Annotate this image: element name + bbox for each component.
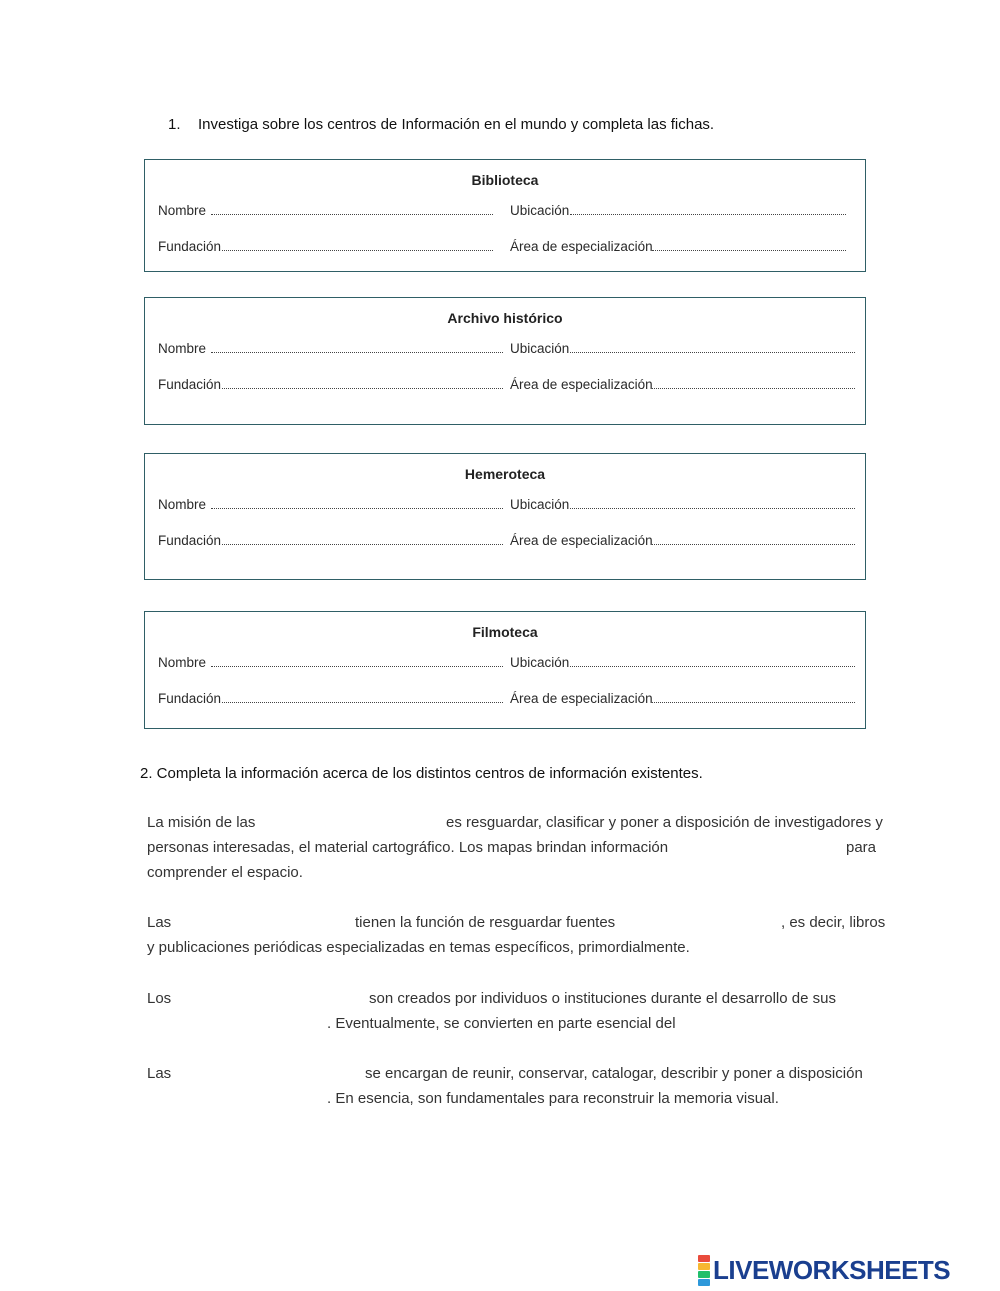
ubicacion-label: Ubicación	[510, 655, 570, 670]
nombre-field[interactable]	[211, 351, 503, 353]
paragraph-bibliotecas	[147, 910, 886, 960]
area-field[interactable]	[652, 387, 855, 389]
area-label: Área de especialización	[510, 239, 653, 254]
text: son creados por individuos o instituciones durante el desarrollo de sus	[369, 990, 836, 1007]
area-label: Área de especialización	[510, 377, 653, 392]
question-1-text: Investiga sobre los centros de Información en el mundo y completa las fichas.	[198, 116, 715, 133]
card-title: Biblioteca	[471, 172, 539, 188]
blank-input[interactable]	[187, 986, 357, 1008]
text: personas interesadas, el material cartográfico. Los mapas brindan información	[147, 839, 669, 856]
fundacion-label: Fundación	[158, 377, 222, 392]
blank-input[interactable]	[187, 1061, 357, 1083]
question-2: 2. Completa la información acerca de los distintos centros de información existentes.	[140, 765, 703, 782]
ubicacion-label: Ubicación	[510, 203, 570, 218]
nombre-field[interactable]	[211, 213, 493, 215]
logo-block	[698, 1279, 710, 1286]
text: para	[846, 839, 877, 856]
nombre-field[interactable]	[211, 665, 503, 667]
text: , es decir, libros	[781, 914, 886, 931]
ubicacion-field[interactable]	[570, 213, 846, 215]
liveworksheets-logo	[698, 1255, 950, 1285]
text: tienen la función de resguardar fuentes	[355, 914, 616, 931]
fundacion-label: Fundación	[158, 691, 222, 706]
card-biblioteca	[144, 159, 866, 272]
logo-mark-icon	[698, 1255, 710, 1286]
paragraph-fototecas	[147, 1061, 876, 1111]
ubicacion-label: Ubicación	[510, 497, 570, 512]
area-label: Área de especialización	[510, 533, 653, 548]
text: se encargan de reunir, conservar, catalogar, describir y poner a disposición	[365, 1065, 863, 1082]
area-field[interactable]	[652, 701, 855, 703]
fundacion-field[interactable]	[222, 387, 503, 389]
ubicacion-field[interactable]	[570, 351, 855, 353]
nombre-label: Nombre	[158, 497, 207, 512]
fundacion-label: Fundación	[158, 533, 222, 548]
card-filmoteca	[144, 611, 866, 729]
text: es resguardar, clasificar y poner a disposición de investigadores y	[446, 814, 883, 831]
blank-input[interactable]	[263, 810, 439, 832]
nombre-field[interactable]	[211, 507, 503, 509]
fundacion-label: Fundación	[158, 239, 222, 254]
logo-block	[698, 1271, 710, 1278]
blank-input[interactable]	[147, 1011, 323, 1033]
ubicacion-field[interactable]	[570, 507, 855, 509]
area-field[interactable]	[652, 543, 855, 545]
text: Las	[147, 1065, 172, 1082]
text: Las	[147, 914, 172, 931]
card-title: Filmoteca	[472, 624, 538, 640]
text: Los	[147, 990, 172, 1007]
card-title: Archivo histórico	[447, 310, 563, 326]
area-field[interactable]	[652, 249, 846, 251]
fundacion-field[interactable]	[222, 543, 503, 545]
question-1-number: 1.	[168, 116, 181, 133]
logo-block	[698, 1263, 710, 1270]
ubicacion-field[interactable]	[570, 665, 855, 667]
paragraph-mapotecas	[147, 810, 883, 885]
blank-input[interactable]	[667, 835, 837, 857]
nombre-label: Nombre	[158, 203, 207, 218]
text: . Eventualmente, se convierten en parte esencial del	[327, 1015, 676, 1032]
nombre-label: Nombre	[158, 655, 207, 670]
blank-input[interactable]	[147, 1086, 323, 1108]
question-1	[168, 116, 714, 133]
text: y publicaciones periódicas especializadas en temas específicos, primordialmente.	[147, 939, 690, 956]
card-title: Hemeroteca	[464, 466, 546, 482]
nombre-label: Nombre	[158, 341, 207, 356]
text: La misión de las	[147, 814, 256, 831]
text: comprender el espacio.	[147, 864, 303, 881]
fundacion-field[interactable]	[222, 701, 503, 703]
card-archivo-historico	[144, 297, 866, 425]
fundacion-field[interactable]	[222, 249, 493, 251]
card-hemeroteca	[144, 453, 866, 580]
text: . En esencia, son fundamentales para reconstruir la memoria visual.	[327, 1090, 779, 1107]
logo-block	[698, 1255, 710, 1262]
area-label: Área de especialización	[510, 691, 653, 706]
blank-input[interactable]	[177, 910, 347, 932]
ubicacion-label: Ubicación	[510, 341, 570, 356]
blank-input[interactable]	[607, 910, 777, 932]
paragraph-archivos	[147, 986, 876, 1036]
blank-input[interactable]	[667, 1011, 867, 1033]
logo-text: LIVEWORKSHEETS	[713, 1254, 951, 1285]
